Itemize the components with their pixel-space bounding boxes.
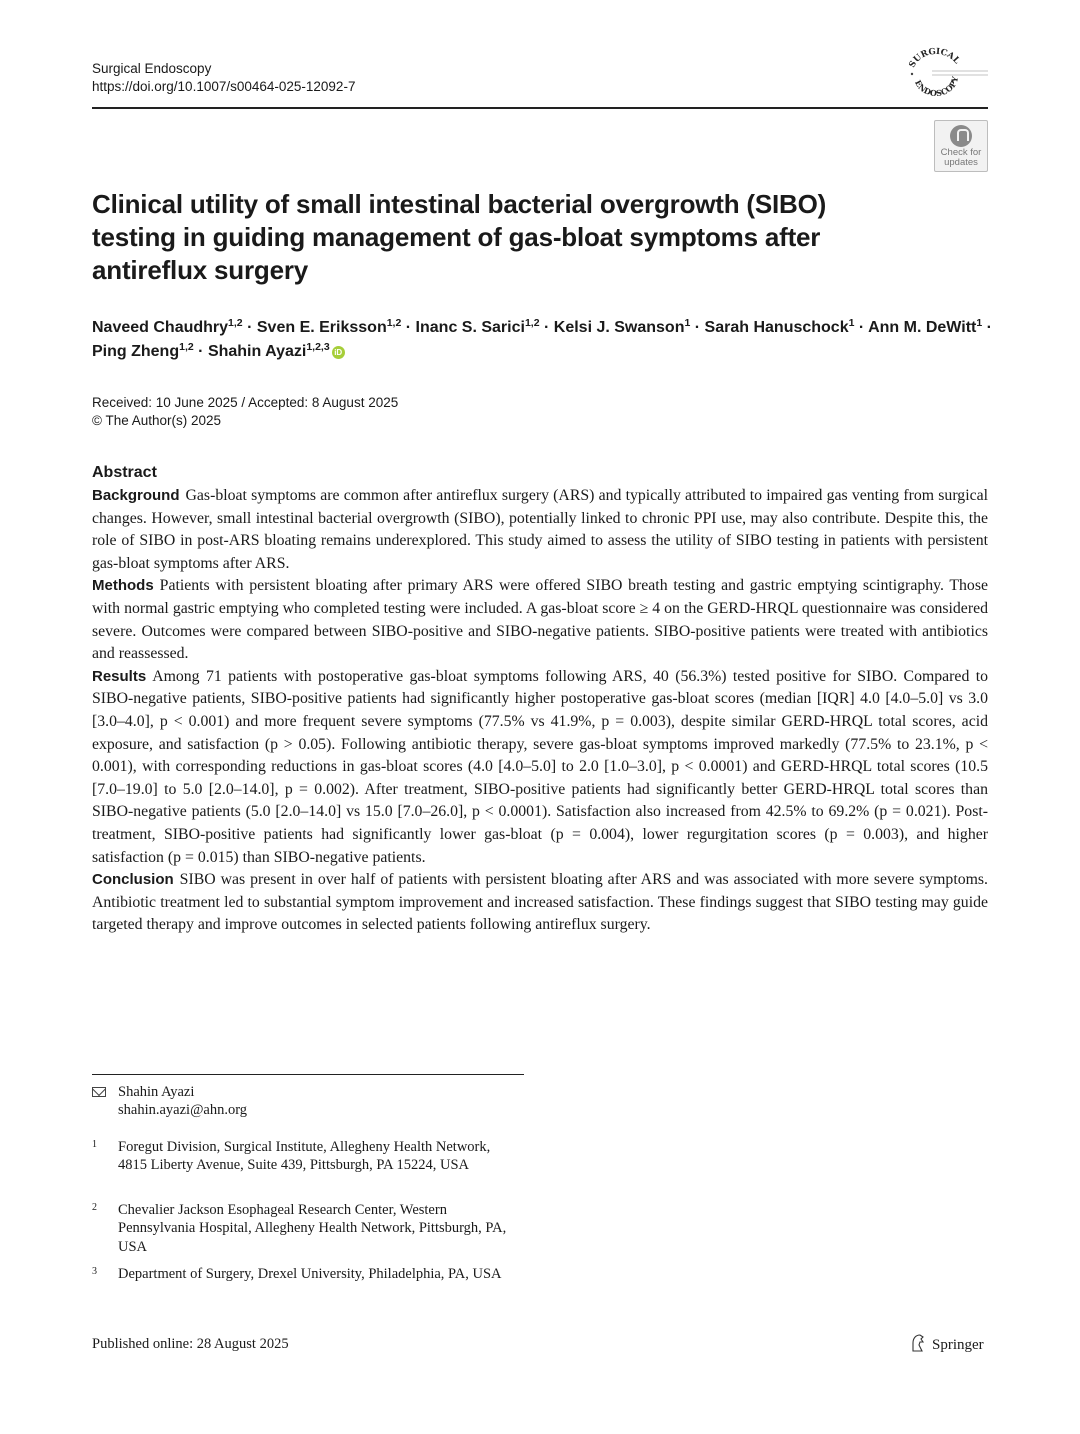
abstract-body (92, 485, 988, 937)
correspondence-name: Shahin Ayazi (118, 1084, 195, 1100)
author-separator: · (854, 319, 869, 336)
author-separator: · (539, 319, 554, 336)
affiliation-text: Foregut Division, Surgical Institute, Allegheny Health Network, 4815 Liberty Avenue, Suite 439, Pittsburgh, PA 15224, USA (118, 1139, 491, 1174)
author-name: Shahin Ayazi (207, 343, 307, 360)
doi-link[interactable]: https://doi.org/10.1007/s00464-025-12092-7 (92, 79, 356, 94)
author-name: Sarah Hanuschock (704, 319, 849, 336)
author-affiliation: 1,2 (524, 317, 540, 329)
springer-horse-icon (910, 1334, 926, 1352)
logo-bottom-text: ENDOSCOPY (912, 75, 961, 99)
check-updates-label: Check for updates (940, 147, 982, 168)
envelope-icon (92, 1087, 106, 1097)
methods-text: Patients with persistent bloating after primary ARS were offered SIBO breath testing and gastric emptying scintigraphy. Those with normal gastric emptying who completed testing were included. A gas-bloat score ≥ 4 on the GERD-HRQL questionnaire was considered severe. Outcomes were compared between SIBO-positive and SIBO-negative patients. SIBO-positive patients were treated with antibiotics and reassessed. (92, 577, 988, 663)
abstract-results (92, 666, 988, 869)
conclusion-text: SIBO was present in over half of patients with persistent bloating after ARS and was associated with more severe symptoms. Antibiotic treatment led to substantial symptom improvement and increased satisfaction. These findings suggest that SIBO testing may guide targeted therapy and improve outcomes in selected patients following antireflux surgery. (92, 871, 988, 934)
author[interactable] (416, 319, 540, 336)
background-text: Gas-bloat symptoms are common after antireflux surgery (ARS) and typically attributed to impaired gas venting from surgical changes. However, small intestinal bacterial overgrowth (SIBO), potentially linked to chronic PPI use, may also contribute. Despite this, the role of SIBO in post-ARS bloating remains underexplored. This study aimed to assess the utility of SIBO testing in patients with persistent gas-bloat symptoms after ARS. (92, 487, 988, 572)
author[interactable] (868, 319, 982, 336)
abstract-heading: Abstract (92, 464, 157, 481)
bookmark-icon (950, 125, 972, 147)
header-rule (92, 107, 988, 109)
affiliation-number: 2 (92, 1202, 97, 1213)
article-title: Clinical utility of small intestinal bacterial overgrowth (SIBO) testing in guiding management of gas-bloat symptoms after antireflux surgery (92, 189, 827, 285)
author-separator: · (690, 319, 705, 336)
author-affiliation: 1 (848, 317, 855, 329)
affiliation-text: Chevalier Jackson Esophageal Research Center, Western Pennsylvania Hospital, Allegheny Health Network, Pittsburgh, PA, USA (118, 1202, 507, 1255)
journal-logo (902, 46, 990, 100)
methods-label: Methods (92, 577, 154, 595)
logo-top-text: SURGICAL (907, 46, 962, 70)
check-for-updates-badge[interactable] (934, 120, 988, 172)
author-name: Ann M. DeWitt (868, 319, 977, 336)
author-affiliation: 1 (976, 317, 983, 329)
author-name: Kelsi J. Swanson (553, 319, 685, 336)
publisher-name: Springer (932, 1337, 984, 1353)
affiliation-number: 3 (92, 1266, 97, 1277)
author-affiliation: 1,2 (386, 317, 402, 329)
author[interactable] (257, 319, 401, 336)
author-name: Naveed Chaudhry (92, 319, 229, 336)
author-affiliation: 1,2 (179, 341, 194, 353)
author[interactable] (208, 343, 330, 360)
affiliation-text: Department of Surgery, Drexel University, Philadelphia, PA, USA (118, 1266, 502, 1282)
author-affiliation: 1,2 (228, 317, 243, 329)
journal-header (92, 60, 355, 96)
results-label: Results (92, 667, 147, 685)
abstract-conclusion (92, 869, 988, 937)
author-separator: · (242, 319, 257, 336)
abstract-background (92, 485, 988, 575)
conclusion-label: Conclusion (92, 871, 174, 889)
author[interactable] (554, 319, 691, 336)
author-name: Inanc S. Sarici (415, 319, 525, 336)
footnote-rule (92, 1074, 524, 1075)
author-name: Sven E. Eriksson (256, 319, 387, 336)
author-list (92, 316, 992, 364)
received-accepted: Received: 10 June 2025 / Accepted: 8 August 2025 (92, 395, 399, 410)
svg-text:ENDOSCOPY (913, 75, 960, 98)
affiliation-2 (92, 1201, 512, 1256)
affiliation-3 (92, 1265, 512, 1283)
author[interactable] (92, 319, 243, 336)
author-separator: · (401, 319, 416, 336)
correspondence-block (92, 1083, 512, 1120)
author-affiliation: 1 (684, 317, 691, 329)
author-separator: · (193, 343, 208, 360)
abstract-methods (92, 575, 988, 665)
author[interactable] (705, 319, 855, 336)
svg-text:SURGICAL (907, 47, 961, 70)
copyright: © The Author(s) 2025 (92, 413, 222, 428)
results-text: Among 71 patients with postoperative gas-bloat symptoms following ARS, 40 (56.3%) tested positive for SIBO. Compared to SIBO-negative patients, SIBO-positive patients had significantly higher postoperative gas-bloat scores (median [IQR] 4.0 [4.0–5.0] vs 3.0 [3.0–4.0], p < 0.001) and more frequent severe symptoms (77.5% vs 41.9%, p = 0.003), despite similar GERD-HRQL total scores, acid exposure, and satisfaction (p > 0.05). Following antibiotic therapy, severe gas-bloat symptoms improved markedly (77.5% to 23.1%, p < 0.001), with corresponding reductions in gas-bloat scores (4.0 [4.0–5.0] to 2.0 [1.0–3.0], p < 0.0001) and GERD-HRQL total scores (10.5 [7.0–19.0] to 5.0 [2.0–14.0], p = 0.002). After treatment, SIBO-positive patients had significantly better GERD-HRQL total scores than SIBO-negative patients (5.0 [2.0–14.0] vs 15.0 [7.0–26.0], p < 0.0001). Satisfaction also increased from 42.5% to 69.2% (p = 0.021). Post-treatment, SIBO-positive patients had significantly lower gas-bloat (p = 0.004), lower regurgitation scores (p = 0.003), and higher satisfaction (p = 0.015) than SIBO-negative patients. (92, 667, 988, 866)
publisher-logo (910, 1334, 984, 1354)
published-online: Published online: 28 August 2025 (92, 1336, 289, 1352)
affiliation-number: 1 (92, 1139, 97, 1150)
background-label: Background (92, 487, 180, 504)
article-dates (92, 394, 398, 430)
affiliation-1 (92, 1138, 512, 1175)
author[interactable] (92, 343, 194, 360)
orcid-icon[interactable]: iD (332, 346, 345, 359)
author-name: Ping Zheng (92, 343, 180, 360)
author-separator: · (982, 319, 992, 336)
correspondence-email[interactable]: shahin.ayazi@ahn.org (118, 1102, 248, 1119)
author-affiliation: 1,2,3 (306, 341, 330, 353)
journal-name: Surgical Endoscopy (92, 61, 212, 76)
